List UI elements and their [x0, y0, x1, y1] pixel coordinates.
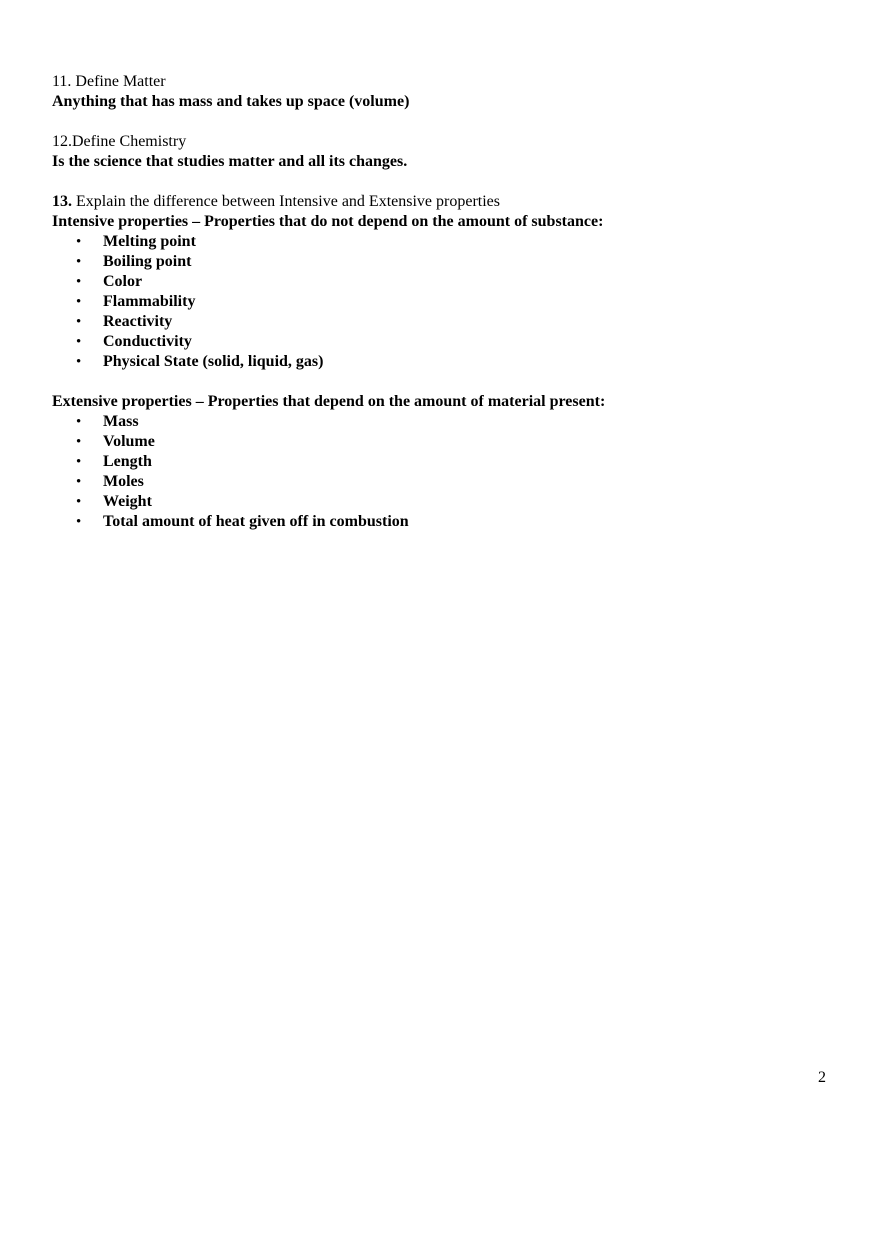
list-item: [52, 512, 842, 532]
question-13-text: [52, 192, 842, 212]
bullet-icon: •: [76, 254, 82, 270]
intensive-list: [52, 232, 842, 372]
list-item-text: Total amount of heat given off in combustion: [103, 513, 409, 530]
extensive-heading: Extensive properties – Properties that depend on the amount of material present:: [52, 393, 606, 410]
list-item: [52, 332, 842, 352]
list-item: [52, 292, 842, 312]
list-item: [52, 452, 842, 472]
bullet-icon: •: [76, 294, 82, 310]
list-item: [52, 312, 842, 332]
list-item: [52, 472, 842, 492]
bullet-icon: •: [76, 514, 82, 530]
bullet-icon: •: [76, 494, 82, 510]
list-item: [52, 352, 842, 372]
document-page: [52, 72, 842, 532]
list-item-text: Mass: [103, 413, 139, 430]
intensive-heading: Intensive properties – Properties that do not depend on the amount of substance:: [52, 213, 604, 230]
bullet-icon: •: [76, 334, 82, 350]
bullet-icon: •: [76, 454, 82, 470]
list-item-text: Length: [103, 453, 152, 470]
question-12-text: 12.Define Chemistry: [52, 133, 187, 150]
list-item-text: Moles: [103, 473, 144, 490]
spacer: [52, 372, 842, 392]
bullet-icon: •: [76, 434, 82, 450]
question-11: [52, 72, 842, 112]
list-item: [52, 232, 842, 252]
list-item: [52, 272, 842, 292]
list-item: [52, 412, 842, 432]
list-item: [52, 492, 842, 512]
bullet-icon: •: [76, 474, 82, 490]
list-item-text: Weight: [103, 493, 152, 510]
page-number: 2: [818, 1069, 826, 1086]
question-13-prompt: Explain the difference between Intensive and Extensive properties: [72, 193, 500, 210]
spacer: [52, 112, 842, 132]
extensive-list: [52, 412, 842, 532]
list-item-text: Melting point: [103, 233, 196, 250]
bullet-icon: •: [76, 234, 82, 250]
question-11-text: 11. Define Matter: [52, 73, 166, 90]
list-item-text: Physical State (solid, liquid, gas): [103, 353, 324, 370]
bullet-icon: •: [76, 314, 82, 330]
spacer: [52, 172, 842, 192]
list-item-text: Conductivity: [103, 333, 192, 350]
list-item: [52, 432, 842, 452]
list-item: [52, 252, 842, 272]
question-12-answer: Is the science that studies matter and all its changes.: [52, 153, 408, 170]
bullet-icon: •: [76, 414, 82, 430]
list-item-text: Volume: [103, 433, 155, 450]
bullet-icon: •: [76, 354, 82, 370]
bullet-icon: •: [76, 274, 82, 290]
list-item-text: Reactivity: [103, 313, 173, 330]
question-13: [52, 192, 842, 532]
question-12: [52, 132, 842, 172]
list-item-text: Color: [103, 273, 143, 290]
question-11-answer: Anything that has mass and takes up space (volume): [52, 93, 410, 110]
list-item-text: Flammability: [103, 293, 196, 310]
list-item-text: Boiling point: [103, 253, 192, 270]
question-13-number: 13.: [52, 193, 72, 210]
